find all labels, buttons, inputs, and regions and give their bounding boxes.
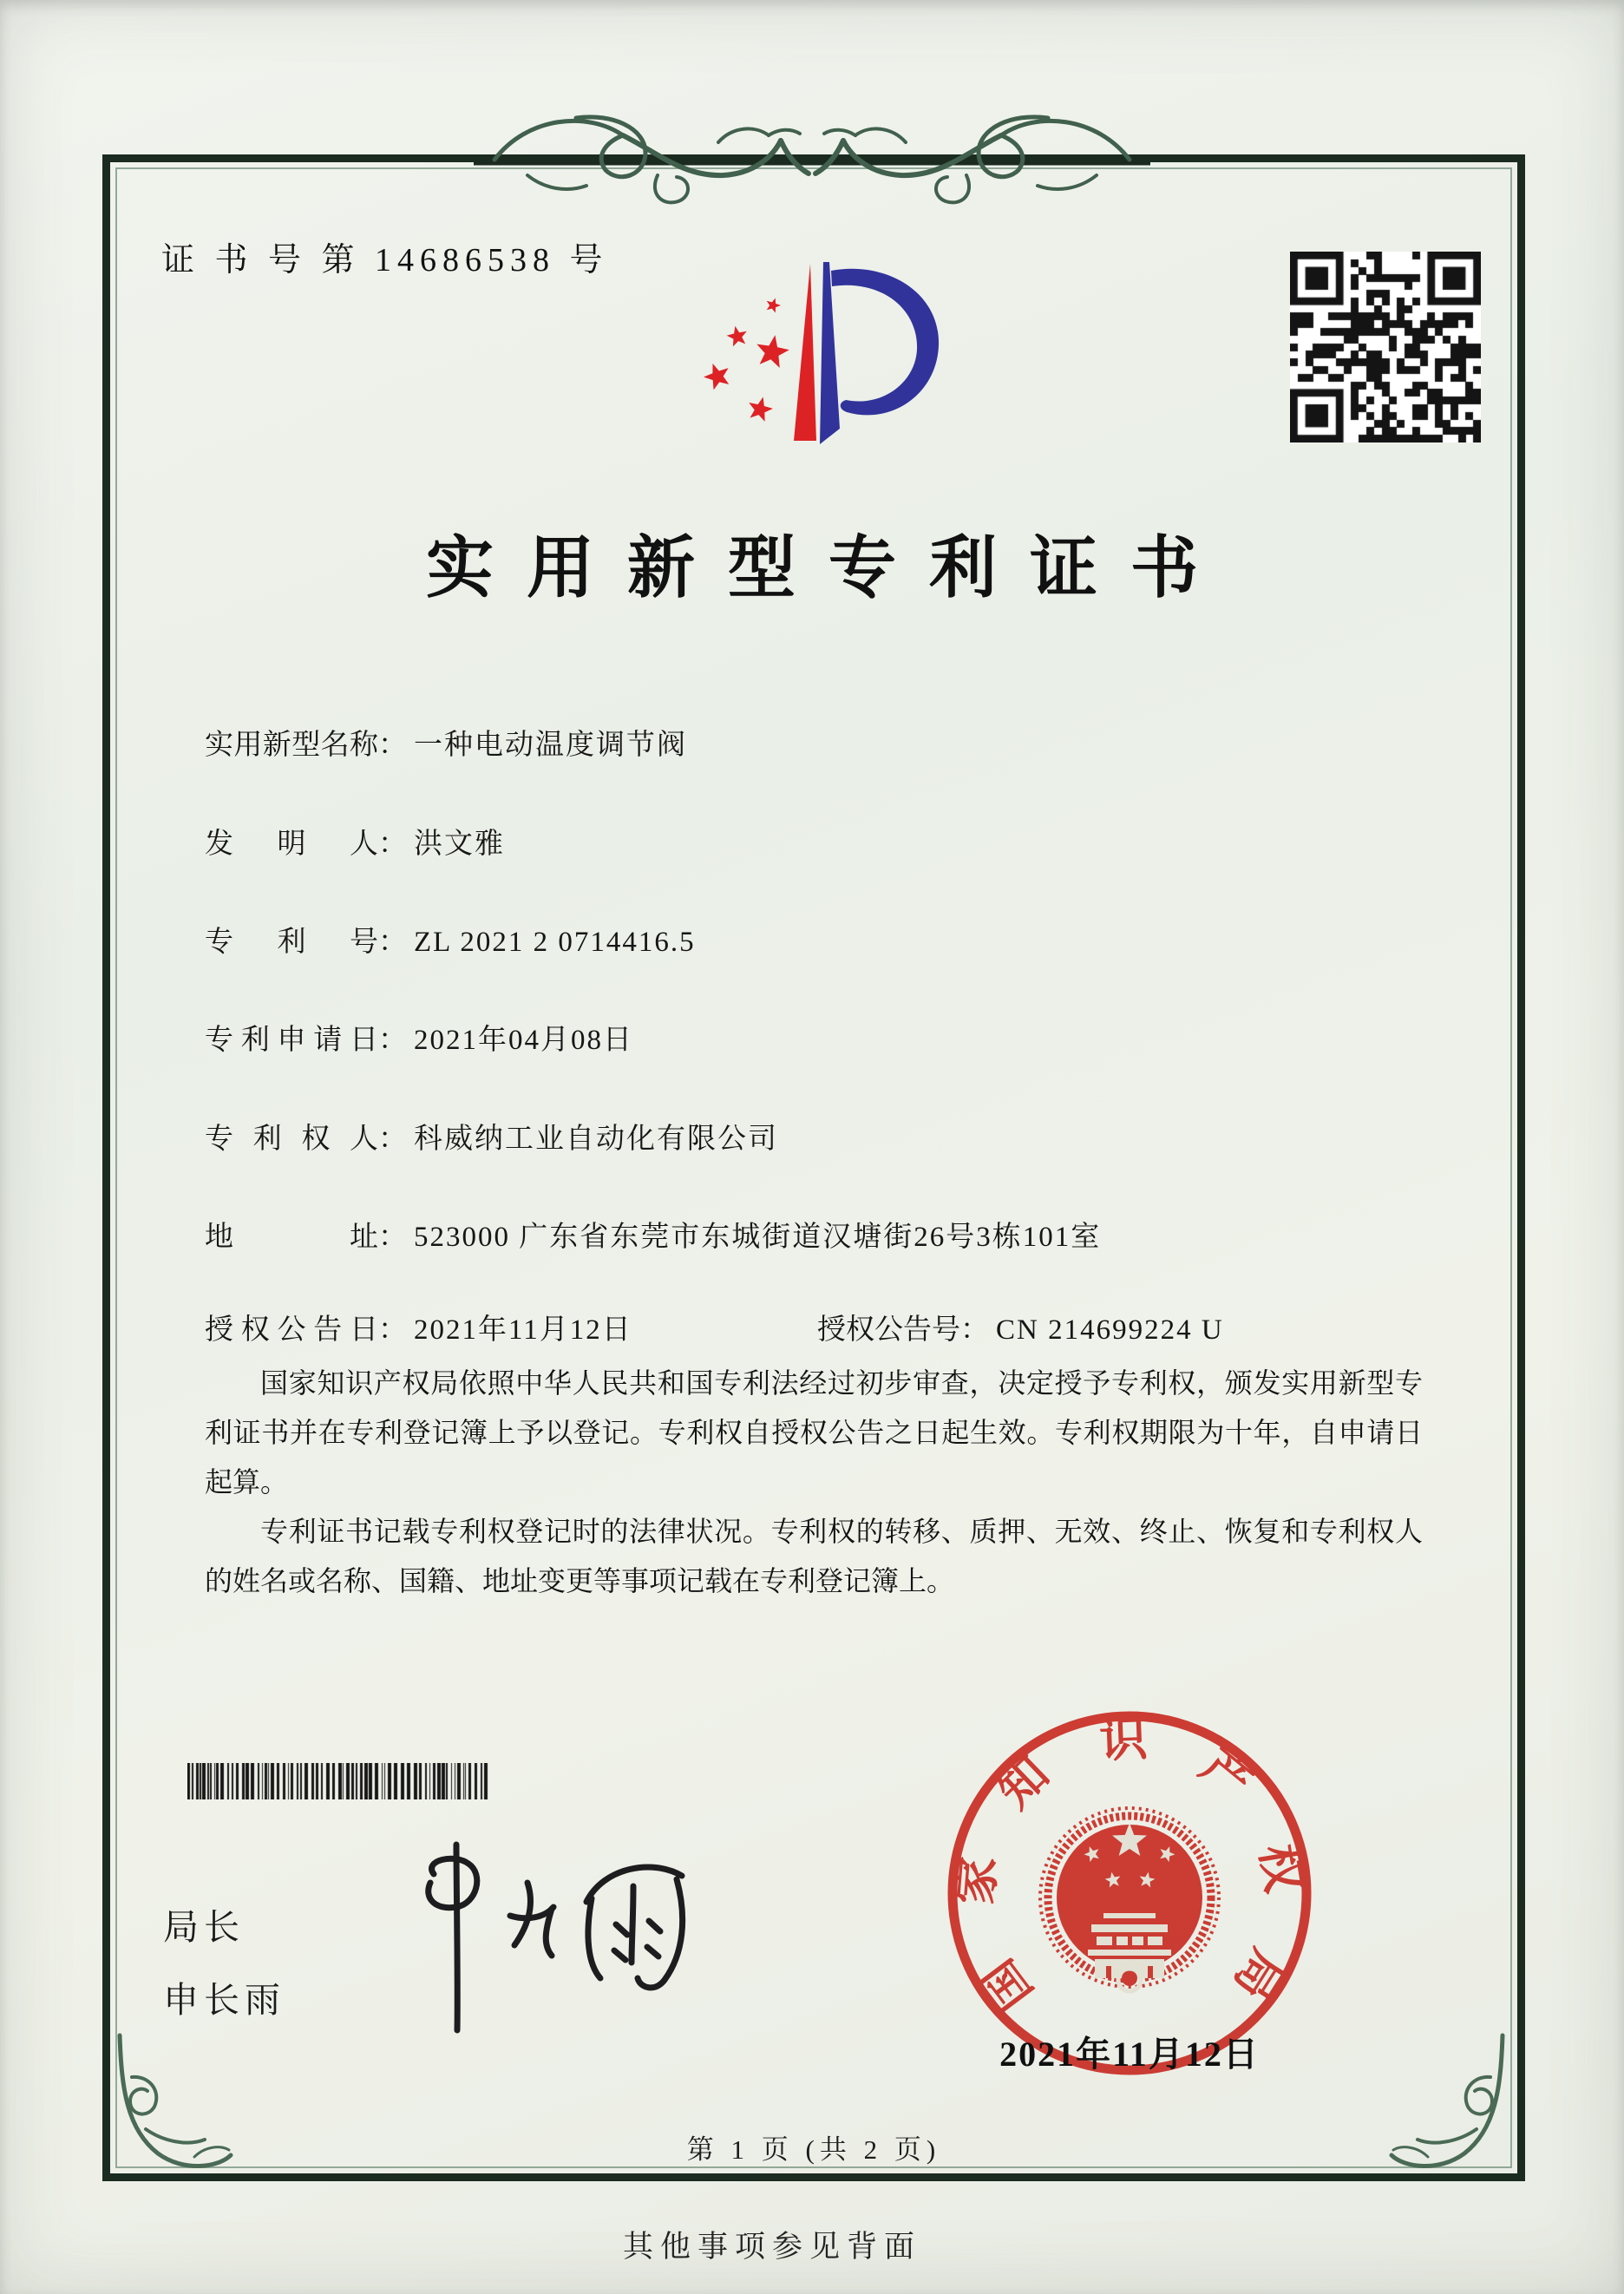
- grant-date: [205, 1314, 632, 1346]
- field-label: 授权公告号: [817, 1314, 960, 1346]
- field-row-address: [205, 1214, 1423, 1255]
- field-label: 专利权人: [205, 1124, 378, 1155]
- field-value: 523000 广东省东莞市东城街道汉塘街26号3栋101室: [414, 1222, 1102, 1253]
- field-colon: ：: [378, 1222, 407, 1253]
- grant-row: [205, 1307, 1423, 1347]
- field-label: 专利申请日: [205, 1025, 378, 1056]
- field-value: 2021年11月12日: [414, 1314, 632, 1346]
- page-footer: 第 1 页 (共 2 页): [686, 2134, 941, 2165]
- field-colon: ：: [378, 1124, 407, 1155]
- certificate-title: 实用新型专利证书: [425, 530, 1231, 606]
- field-value: 一种电动温度调节阀: [414, 730, 687, 761]
- national-emblem: [1040, 1808, 1219, 1991]
- field-label: 授权公告日: [205, 1314, 378, 1346]
- body-paragraph-1: 国家知识产权局依照中华人民共和国专利法经过初步审查，决定授予专利权，颁发实用新型专利证书并在专利登记簿上予以登记。专利权自授权公告之日起生效。专利权期限为十年，自申请日起算。: [205, 1367, 1423, 1498]
- seal-date: 2021年11月12日: [999, 2035, 1260, 2074]
- field-row-filing-date: [205, 1017, 1423, 1058]
- seal-ring-text: 国家知识产权局: [948, 1712, 1311, 2020]
- field-row-patentee: [205, 1116, 1423, 1157]
- field-colon: ：: [378, 1314, 407, 1346]
- field-row-patent-no: [205, 919, 1423, 960]
- field-colon: ：: [378, 829, 407, 860]
- director-signature: [373, 1829, 755, 2046]
- director-title: 局长: [163, 1907, 245, 1947]
- grant-number: [817, 1307, 1224, 1347]
- field-value: 2021年04月08日: [414, 1025, 633, 1056]
- director-name: 申长雨: [163, 1980, 285, 2020]
- field-value: ZL 2021 2 0714416.5: [414, 927, 696, 958]
- dragon-ornament: [474, 90, 1150, 220]
- field-colon: ：: [378, 1025, 407, 1056]
- field-colon: ：: [378, 730, 407, 761]
- field-value: 洪文雅: [414, 829, 505, 860]
- field-colon: ：: [960, 1314, 989, 1346]
- body-paragraph-2: 专利证书记载专利权登记时的法律状况。专利权的转移、质押、无效、终止、恢复和专利权人的姓名或名称、国籍、地址变更等事项记载在专利登记簿上。: [205, 1516, 1423, 1596]
- field-label: 发明人: [205, 829, 378, 860]
- field-label: 地址: [205, 1222, 378, 1253]
- field-label: 实用新型名称: [205, 730, 378, 761]
- cnipa-logo-icon: [692, 245, 944, 453]
- field-label: 专利号: [205, 927, 378, 958]
- field-value: 科威纳工业自动化有限公司: [414, 1124, 778, 1155]
- field-colon: ：: [378, 927, 407, 958]
- field-value: CN 214699224 U: [996, 1314, 1224, 1346]
- back-note: 其他事项参见背面: [622, 2230, 921, 2264]
- certificate-number: 证 书 号 第 14686538 号: [161, 242, 609, 279]
- barcode: [187, 1763, 489, 1799]
- certificate-body: [205, 1359, 1423, 1606]
- field-row-inventor: [205, 821, 1423, 862]
- field-row-name: [205, 722, 1423, 763]
- qr-code: [1290, 252, 1481, 442]
